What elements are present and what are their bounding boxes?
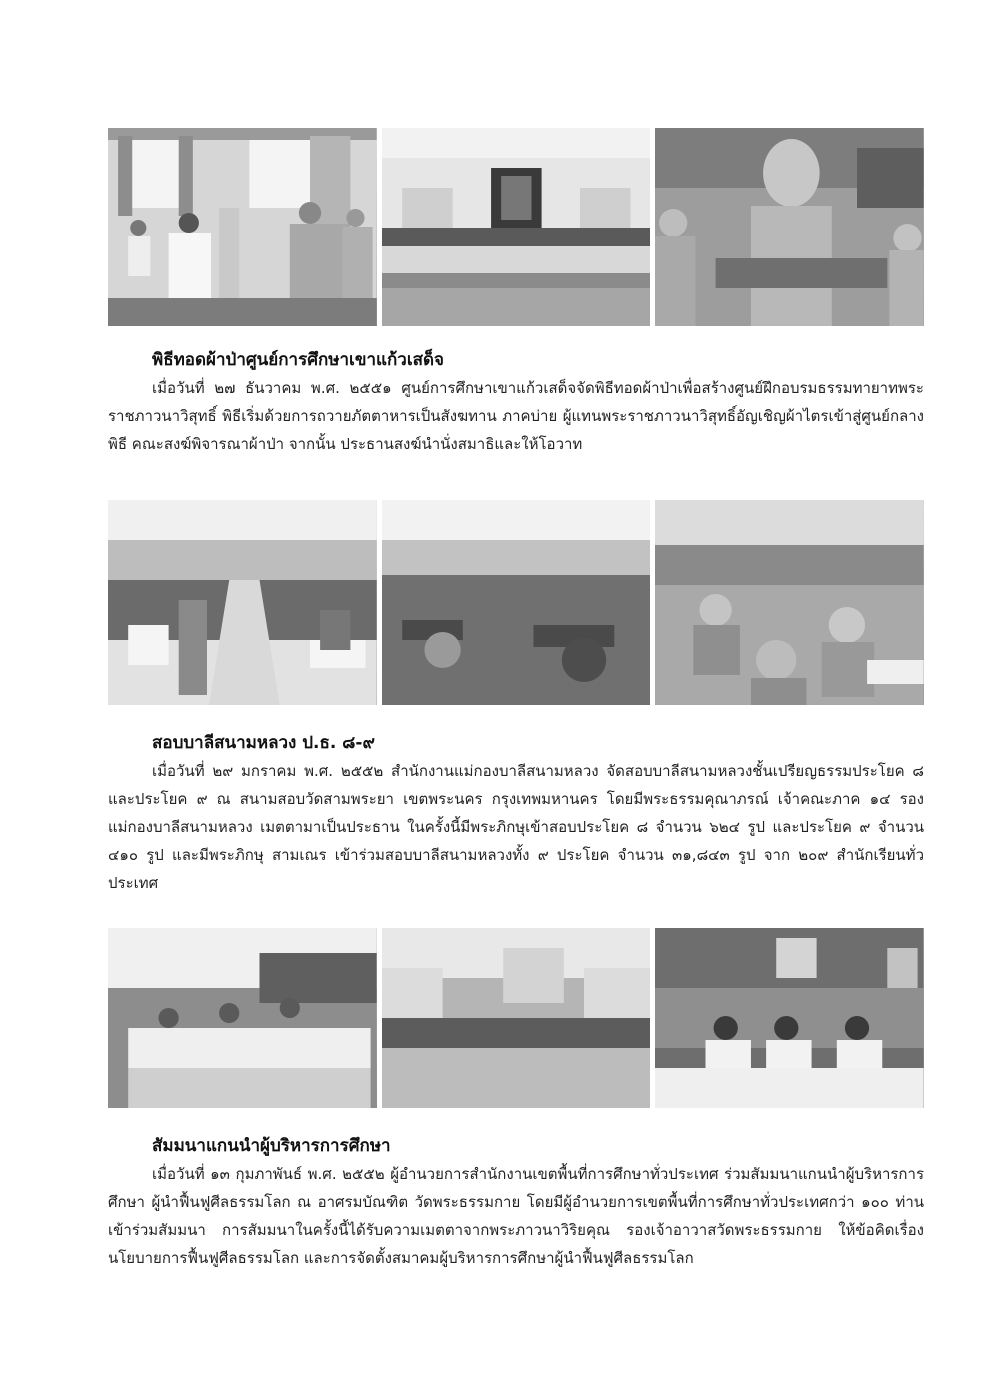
photo-row-ceremony — [108, 128, 924, 326]
photo-seminar-lecture-room — [382, 928, 651, 1108]
photo-exam-hall-aisle — [108, 500, 377, 705]
section-title-pali-exam: สอบบาลีสนามหลวง ป.ธ. ๘-๙ — [152, 733, 375, 753]
photo-seminar-panel — [655, 928, 924, 1108]
photo-row-seminar — [108, 928, 924, 1108]
photo-seminar-participants — [108, 928, 377, 1108]
photo-monk-holding-cloth — [655, 128, 924, 326]
photo-monks-closeup-exam — [655, 500, 924, 705]
section-body-kathina: เมื่อวันที่ ๒๗ ธันวาคม พ.ศ. ๒๕๕๑ ศูนย์การศึกษาเขาแก้วเสด็จจัดพิธีทอดผ้าป่าเพื่อสร้างศูนย์ฝึกอบรมธรรมทายาทพระราชภาวนาวิสุทธิ์ พิธีเริ่มด้วยการถวายภัตตาหารเป็นสังฆทาน ภาคบ่าย ผู้แทนพระราชภาวนาวิสุทธิ์อัญเชิญผ้าไตรเข้าสู่ศูนย์กลางพิธี คณะสงฆ์พิจารณาผ้าป่า จากนั้น ประธานสงฆ์นำนั่งสมาธิและให้โอวาท — [108, 379, 924, 453]
photo-row-exam — [108, 500, 924, 705]
section-body-seminar: เมื่อวันที่ ๑๓ กุมภาพันธ์ พ.ศ. ๒๕๕๒ ผู้อำนวยการสำนักงานเขตพื้นที่การศึกษาทั่วประเทศ ร่วมสัมมนาแกนนำผู้บริหารการศึกษา ผู้นำฟื้นฟูศีลธรรมโลก ณ อาศรมบัณฑิต วัดพระธรรมกาย โดยมีผู้อำนวยการเขตพื้นที่การศึกษาทั่วประเทศกว่า ๑๐๐ ท่านเข้าร่วมสัมมนา การสัมมนาในครั้งนี้ได้รับความเมตตาจากพระภาวนาวิริยคุณ รองเจ้าอาวาสวัดพระธรรมกาย ให้ข้อคิดเรื่องนโยบายการฟื้นฟูศีลธรรมโลก และการจัดตั้งสมาคมผู้บริหารการศึกษาผู้นำฟื้นฟูศีลธรรมโลก — [108, 1165, 924, 1267]
section-title-seminar: สัมมนาแกนนำผู้บริหารการศึกษา — [152, 1136, 391, 1156]
photo-assembly-hall — [382, 128, 651, 326]
photo-monks-writing-exam — [382, 500, 651, 705]
photo-offering-robes — [108, 128, 377, 326]
section-title-kathina: พิธีทอดผ้าป่าศูนย์การศึกษาเขาแก้วเสด็จ — [152, 350, 445, 370]
section-body-pali-exam: เมื่อวันที่ ๒๙ มกราคม พ.ศ. ๒๕๕๒ สำนักงานแม่กองบาลีสนามหลวง จัดสอบบาลีสนามหลวงชั้นเปรียญธรรมประโยค ๘ และประโยค ๙ ณ สนามสอบวัดสามพระยา เขตพระนคร กรุงเทพมหานคร โดยมีพระธรรมคุณาภรณ์ เจ้าคณะภาค ๑๔ รองแม่กองบาลีสนามหลวง เมตตามาเป็นประธาน ในครั้งนี้มีพระภิกษุเข้าสอบประโยค ๘ จำนวน ๖๒๔ รูป และประโยค ๙ จำนวน ๔๑๐ รูป และมีพระภิกษุ สามเณร เข้าร่วมสอบบาลีสนามหลวงทั้ง ๙ ประโยค จำนวน ๓๑,๘๔๓ รูป จาก ๒๐๙ สำนักเรียนทั่วประเทศ — [108, 762, 924, 892]
